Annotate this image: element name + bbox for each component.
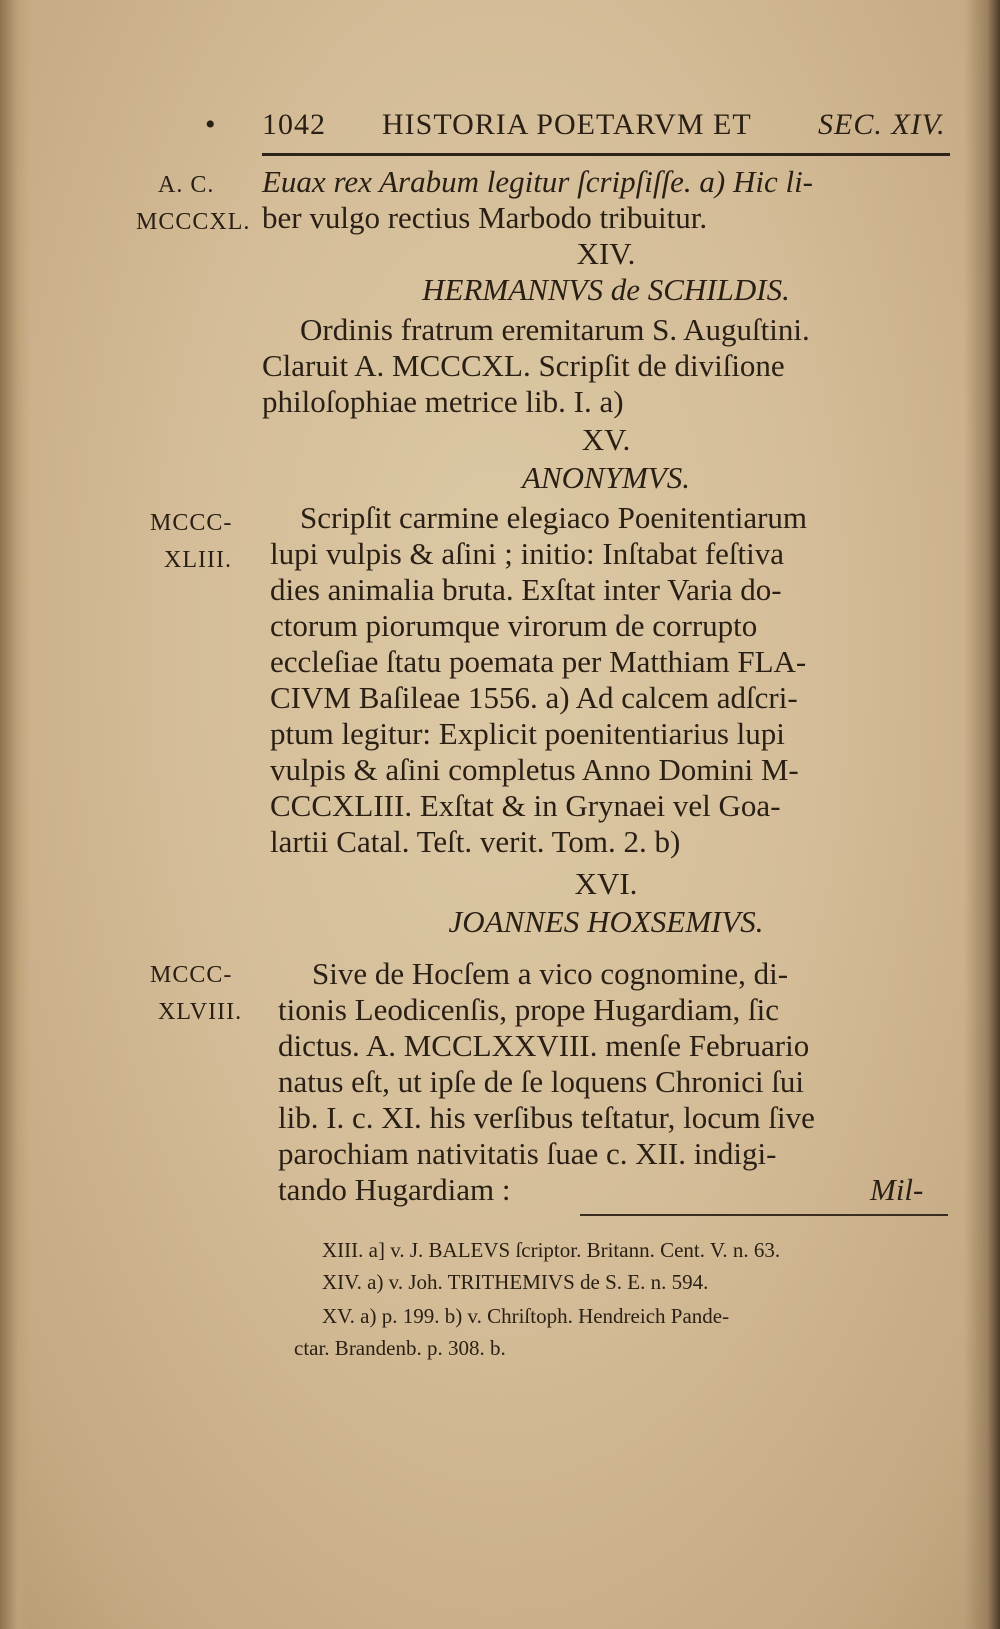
footnote: XIII. a] v. J. BALEVS ſcriptor. Britann. Cent. V. n. 63. bbox=[322, 1238, 781, 1262]
text-line: Scripſit carmine elegiaco Poenitentiarum bbox=[300, 500, 808, 535]
text-line: natus eſt, ut ipſe de ſe loquens Chronici ſui bbox=[278, 1064, 805, 1099]
text-line: vulpis & aſini completus Anno Domini M- bbox=[270, 752, 799, 787]
margin-year-1343-b: XLIII. bbox=[164, 547, 232, 573]
text-line: philoſophiae metrice lib. I. a) bbox=[262, 384, 624, 419]
text-line: Sive de Hocſem a vico cognomine, di- bbox=[312, 956, 789, 991]
text-line: lib. I. c. XI. his verſibus teſtatur, locum ſive bbox=[278, 1100, 815, 1135]
text-line: Euax rex Arabum legitur ſcripſiſſe. a) Hic li- bbox=[262, 164, 814, 199]
margin-year-1340: MCCCXL. bbox=[136, 209, 251, 235]
text-line: tando Hugardiam : bbox=[278, 1172, 511, 1207]
text-line: ctorum piorumque virorum de corrupto bbox=[270, 608, 758, 643]
text-line: ptum legitur: Explicit poenitentiarius lupi bbox=[270, 716, 785, 751]
text-line: lupi vulpis & aſini ; initio: Inſtabat feſtiva bbox=[270, 536, 785, 571]
text-line: CCCXLIII. Exſtat & in Grynaei vel Goa- bbox=[270, 788, 781, 823]
section-number-xv: XV. bbox=[581, 422, 631, 457]
text-line: lartii Catal. Teſt. verit. Tom. 2. b) bbox=[270, 824, 681, 859]
footnote: XV. a) p. 199. b) v. Chriſtoph. Hendreich Pande- bbox=[322, 1304, 730, 1328]
section-label: SEC. XIV. bbox=[818, 108, 946, 141]
text-line: Claruit A. MCCCXL. Scripſit de diviſione bbox=[262, 348, 785, 383]
section-number-xiv: XIV. bbox=[576, 236, 636, 271]
catchword: Mil- bbox=[870, 1172, 924, 1207]
footnote-rule bbox=[580, 1214, 948, 1216]
text-line: dies animalia bruta. Exſtat inter Varia do- bbox=[270, 572, 782, 607]
text-line: eccleſiae ſtatu poemata per Matthiam FLA- bbox=[270, 644, 807, 679]
text-line: Ordinis fratrum eremitarum S. Auguſtini. bbox=[300, 312, 810, 347]
footnote: XIV. a) v. Joh. TRITHEMIVS de S. E. n. 594. bbox=[322, 1270, 709, 1294]
text-line: parochiam nativitatis ſuae c. XII. indigi- bbox=[278, 1136, 777, 1171]
author-name-xv: ANONYMVS. bbox=[522, 460, 690, 495]
margin-year-1348-b: XLVIII. bbox=[158, 999, 243, 1025]
author-name-xvi: JOANNES HOXSEMIVS. bbox=[448, 904, 764, 939]
text-line: tionis Leodicenſis, prope Hugardiam, ſic bbox=[278, 992, 780, 1027]
header-bullet: • bbox=[205, 108, 217, 141]
section-number-xvi: XVI. bbox=[574, 866, 638, 901]
running-title: HISTORIA POETARVM ET bbox=[382, 108, 752, 141]
margin-ac: A. C. bbox=[158, 172, 215, 198]
author-name-xiv: HERMANNVS de SCHILDIS. bbox=[422, 272, 790, 307]
header-rule bbox=[262, 153, 950, 156]
margin-year-1348-a: MCCC- bbox=[150, 962, 233, 988]
text-line: dictus. A. MCCLXXVIII. menſe Februario bbox=[278, 1028, 810, 1063]
margin-year-1343-a: MCCC- bbox=[150, 510, 233, 536]
page-number: 1042 bbox=[262, 108, 326, 141]
text-line: CIVM Baſileae 1556. a) Ad calcem adſcri- bbox=[270, 680, 798, 715]
footnote: ctar. Brandenb. p. 308. b. bbox=[294, 1336, 506, 1360]
text-line: ber vulgo rectius Marbodo tribuitur. bbox=[262, 200, 708, 235]
